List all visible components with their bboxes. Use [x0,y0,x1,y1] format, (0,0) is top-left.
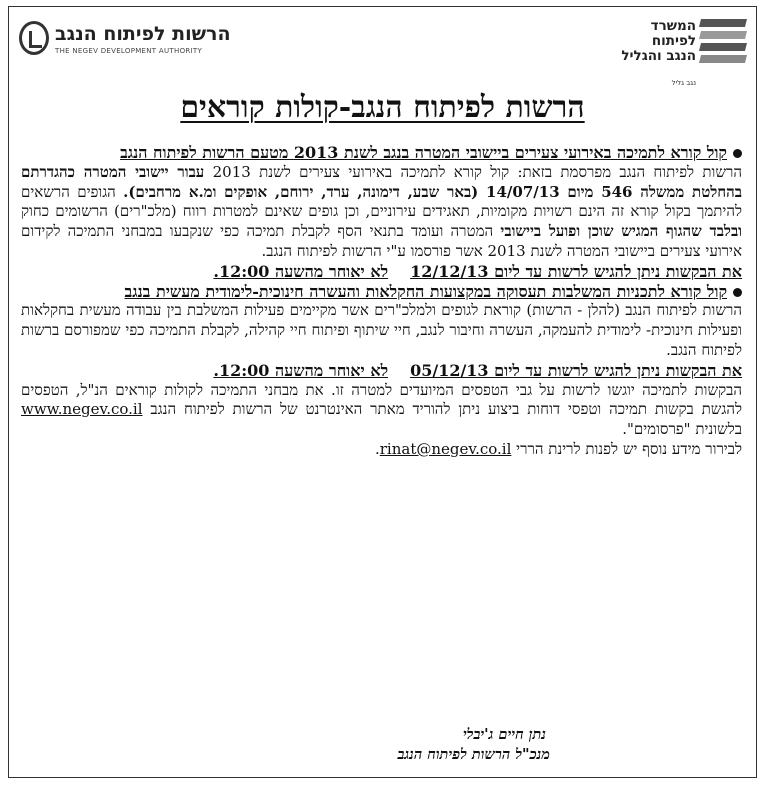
header [9,7,756,87]
section1-deadline [21,262,742,282]
general-text-b: בלשונית "פרסומים". [622,420,742,439]
section2-deadline-time: לא יאוחר מהשעה 12:00. [213,360,389,380]
section2-heading-text: קול קורא לתכניות המשלבות תעסוקה במקצועות החקלאות והעשרה חינוכית-לימודית מעשית בנגב [124,281,727,301]
section1-heading [21,143,742,163]
ministry-flag-icon [700,19,746,77]
section2-heading [21,282,742,302]
notice-page [8,6,757,778]
section1-body-bold2: ובלבד שהגוף המגיש שוכן ופועל ביישובי [500,222,743,241]
contact-text-end: . [374,439,380,458]
authority-emblem-icon [19,21,49,55]
signature-block [9,725,756,765]
bullet-icon [733,149,742,158]
section2-deadline-date: את הבקשות ניתן להגיש לרשות עד ליום 05/12/13 [410,360,742,380]
section1-body-intro: הרשות לפיתוח הנגב מפרסמת בזאת: קול קורא לתמיכה באירועי צעירים לשנת 2013 [204,162,742,181]
ministry-logo-tagline: נגב גליל [671,79,696,87]
section1-body [21,163,742,262]
notice-content [21,143,742,460]
general-text-a: הבקשות לתמיכה יוגשו לרשות על גבי הטפסים המיועדים למטרה זו. את מבחני התמיכה לקולות קוראים הנ"ל, הטפסים להגשת בקשות תמיכה וטפסי דוחות ביצוע ניתן להוריד מאתר האינטרנט של הרשות לפיתוח הנגב [21,380,742,419]
ministry-logo-title [596,19,696,64]
ministry-logo-line1: המשרד [650,18,696,34]
authority-logo-name: הרשות לפיתוח הנגב [55,23,231,45]
website-link[interactable]: www.negev.co.il [21,400,143,419]
page-title [9,91,756,125]
signatory-name: נתן חיים ג'יבלי [462,726,546,743]
ministry-logo-line2: לפיתוח [651,33,696,49]
negev-authority-logo [19,21,231,63]
section1-body-end: המטרה ועומד בתנאי הסף לקבלת תמיכה כפי שנקבעו במבחני התמיכה לקידום אירועי צעירים ביישובי המטרה לשנת 2013 אשר פורסמו ע"י הרשות לפיתוח הנגב. [21,222,742,260]
bullet-icon [733,288,742,297]
section2-deadline [21,361,742,381]
contact-text: לבירור מידע נוסף יש לפנות לרינת הררי [511,439,742,458]
contact-info [21,440,742,460]
section1-deadline-date: את הבקשות ניתן להגיש לרשות עד ליום 12/12/13 [410,261,742,281]
authority-logo-subtitle: THE NEGEV DEVELOPMENT AUTHORITY [55,47,203,55]
section1-heading-text: קול קורא לתמיכה באירועי צעירים ביישובי המטרה בנגב לשנת 2013 מטעם הרשות לפיתוח הנגב [120,143,727,162]
ministry-logo [596,15,746,85]
section2-body: הרשות לפיתוח הנגב (להלן - הרשות) קוראת לגופים ולמלכ"רים אשר מקיימים פעילות המשלבת בין עבודה מעשית בחקלאות ופעילות חינוכית- לימודית להעמקה, העשרה וחיבור לנגב, חיי שיתוף ופיתוח חיי קהילה, לקבלת התמיכה כפי שמפורסם ברשות לפיתוח הנגב. [21,301,742,359]
section1-body-bold1: עבור יישובי המטרה כהגדרתם בהחלטת ממשלה 546 מיום 14/07/13 (באר שבע, דימונה, ערד, ירוחם, אופקים ומ.א מרחבים). [21,162,743,201]
signatory-role: מנכ"ל הרשות לפיתוח הנגב [397,746,550,763]
section1-deadline-time: לא יאוחר מהשעה 12:00. [213,261,389,281]
general-instructions [21,381,742,440]
ministry-logo-line3: הנגב והגליל [621,48,696,64]
section1-body-mid: הגופים הרשאים להיתמך בקול קורא זה הינם רשויות מקומיות, תאגידים עירוניים, וכן גופים שאינם למטרות רווח (מלכ"רים) הרשומים כחוק [21,182,742,221]
page-title-text: הרשות לפיתוח הנגב-קולות קוראים [180,90,585,125]
email-link[interactable]: rinat@negev.co.il [379,439,512,458]
